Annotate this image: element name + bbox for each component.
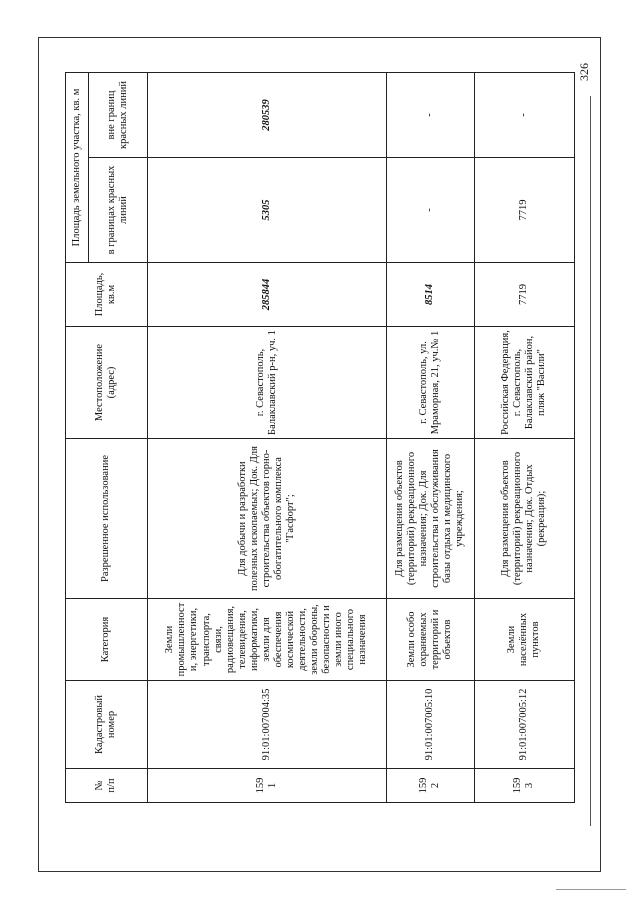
- header-location: Местоположение (адрес): [66, 327, 148, 439]
- cell-location: Российская Федерация, г. Севастополь, Балаклавский район, пляж "Васили": [474, 327, 574, 439]
- page-number-rule: [590, 96, 591, 826]
- cell-permitted-use: Для добычи и разработки полезных ископаемых; Док. Для строительства объектов горно-обогатительного комплекса "Гасфорт";: [147, 439, 386, 599]
- land-plots-table: [65, 72, 575, 803]
- cell-area: 7719: [474, 263, 574, 327]
- rotated-table-container: [65, 73, 575, 803]
- header-cadastral: Кадастровый номер: [66, 681, 148, 769]
- header-within-red-lines: в границах красных линий: [88, 158, 147, 263]
- cell-category: Земли промышленност и, энергетики, транспорта, связи, радиовещания, телевидения, информатики, земли для обеспечения космической деятельности, земли обороны, безопасности и земли иного специального назначения: [147, 599, 386, 681]
- cell-outside-red-lines: -: [474, 72, 574, 157]
- page-number: 326: [577, 63, 591, 81]
- cell-num: 159 1: [147, 769, 386, 803]
- cell-cadastral: 91:01:007004:35: [147, 681, 386, 769]
- header-outside-red-lines: вне границ красных линий: [88, 72, 147, 157]
- cell-category: Земли населённых пунктов: [474, 599, 574, 681]
- cell-num: 159 2: [386, 769, 474, 803]
- header-row-1: [66, 72, 89, 802]
- table-row: [147, 72, 386, 802]
- table-row: [386, 72, 474, 802]
- cell-location: г. Севастополь, Балаклавский р-н, уч. 1: [147, 327, 386, 439]
- cell-cadastral: 91:01:007005:12: [474, 681, 574, 769]
- bottom-rule: [556, 889, 626, 890]
- cell-permitted-use: Для размещения объектов (территорий) рекреационного назначения; Док. Отдых (рекреация);: [474, 439, 574, 599]
- cell-within-red-lines: 7719: [474, 158, 574, 263]
- cell-area: 285844: [147, 263, 386, 327]
- cell-location: г. Севастополь, ул. Мраморная, 21, уч.№ 1: [386, 327, 474, 439]
- table-row: [474, 72, 574, 802]
- cell-permitted-use: Для размещения объектов (территорий) рекреационного назначения; Док. Для строительства и обслуживания базы отдыха и медицинского учреждения;: [386, 439, 474, 599]
- cell-category: Земли особо охраняемых территорий и объектов: [386, 599, 474, 681]
- header-permitted-use: Разрешенное использование: [66, 439, 148, 599]
- header-category: Категория: [66, 599, 148, 681]
- cell-cadastral: 91:01:007005:10: [386, 681, 474, 769]
- cell-outside-red-lines: 280539: [147, 72, 386, 157]
- cell-num: 159 3: [474, 769, 574, 803]
- cell-within-red-lines: 5305: [147, 158, 386, 263]
- cell-within-red-lines: -: [386, 158, 474, 263]
- header-num: № п/п: [66, 769, 148, 803]
- cell-area: 8514: [386, 263, 474, 327]
- header-area: Площадь, кв.м: [66, 263, 148, 327]
- cell-outside-red-lines: -: [386, 72, 474, 157]
- header-land-area-group: Площадь земельного участка, кв. м: [66, 72, 89, 262]
